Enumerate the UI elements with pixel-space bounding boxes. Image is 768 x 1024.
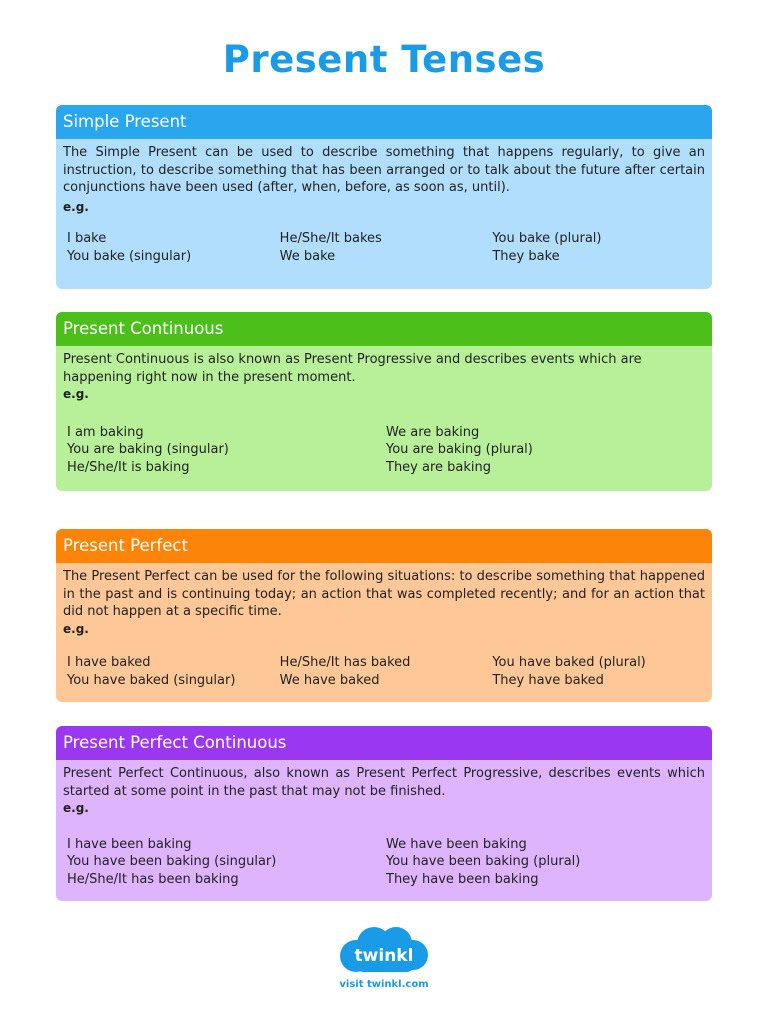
simple-present-eg-label: e.g. [63, 199, 89, 214]
present-perfect-continuous-heading: Present Perfect Continuous [56, 726, 712, 760]
example-item: He/She/It bakes [279, 231, 382, 246]
present-perfect-continuous-eg-label: e.g. [63, 801, 89, 815]
example-item: I bake [67, 231, 107, 246]
present-perfect-heading: Present Perfect [56, 529, 712, 563]
present-continuous-eg-label: e.g. [63, 387, 89, 401]
simple-present-heading: Simple Present [56, 105, 712, 139]
present-perfect-continuous-card [56, 726, 712, 901]
example-item: You are baking (singular) [67, 442, 229, 457]
simple-present-examples [63, 230, 705, 265]
simple-present-card [56, 105, 712, 289]
present-perfect-continuous-description: Present Perfect Continuous, also known as Present Perfect Progressive, describes events which started at some point in the past that may not be finished. [63, 766, 705, 799]
example-item: You have been baking (singular) [67, 854, 277, 869]
example-column [67, 836, 386, 889]
example-item: We bake [279, 248, 336, 264]
simple-present-body [56, 139, 712, 289]
example-item: You bake (singular) [67, 248, 192, 264]
example-column [67, 230, 280, 265]
present-perfect-card [56, 529, 712, 702]
present-perfect-examples [63, 654, 705, 689]
present-continuous-heading: Present Continuous [56, 312, 712, 346]
example-item: You are baking (plural) [386, 442, 533, 457]
visit-link[interactable]: visit twinkl.com [339, 979, 429, 990]
example-item: We have baked [279, 672, 380, 688]
example-item: They are baking [386, 459, 492, 475]
example-item: He/She/It has been baking [67, 871, 239, 887]
twinkl-logo[interactable] [338, 926, 430, 976]
example-column [67, 424, 386, 477]
present-perfect-continuous-examples [63, 836, 705, 889]
present-continuous-examples [63, 424, 705, 477]
example-item: We have been baking [386, 836, 527, 852]
present-continuous-body [56, 346, 712, 491]
example-column [67, 654, 280, 689]
example-item: They have been baking [386, 871, 539, 887]
example-item: You have baked (plural) [492, 655, 646, 670]
example-item: I have been baking [67, 836, 192, 852]
example-item: You have been baking (plural) [386, 854, 581, 869]
example-item: You bake (plural) [492, 231, 602, 246]
example-item: I am baking [67, 424, 144, 440]
example-item: He/She/It has baked [279, 655, 411, 670]
present-continuous-card [56, 312, 712, 491]
example-column [386, 836, 705, 889]
page-title: Present Tenses [222, 38, 546, 81]
present-perfect-body [56, 563, 712, 702]
example-item: They have baked [492, 672, 604, 688]
example-item: You have baked (singular) [67, 672, 236, 688]
present-perfect-description: The Present Perfect can be used for the following situations: to describe something that happened in the past and is continuing today; an action that was completed recently; and for an action that did not happen at a specific time. [63, 569, 705, 619]
present-perfect-eg-label: e.g. [63, 621, 89, 636]
example-column [386, 424, 705, 477]
logo-text: twinkl [354, 946, 414, 966]
example-item: We are baking [386, 424, 480, 440]
example-item: I have baked [67, 655, 151, 670]
present-perfect-continuous-body [56, 760, 712, 901]
example-column [492, 654, 705, 689]
example-column [280, 654, 493, 689]
present-continuous-description: Present Continuous is also known as Present Progressive and describes events which are happening right now in the present moment. [63, 352, 642, 385]
example-column [492, 230, 705, 265]
example-column [280, 230, 493, 265]
simple-present-description: The Simple Present can be used to describe something that happens regularly, to give an instruction, to describe something that has been arranged or to talk about the future after certain conjunctions have been used (after, when, before, as soon as, until). [63, 145, 705, 195]
example-item: He/She/It is baking [67, 459, 190, 475]
example-item: They bake [492, 248, 560, 264]
